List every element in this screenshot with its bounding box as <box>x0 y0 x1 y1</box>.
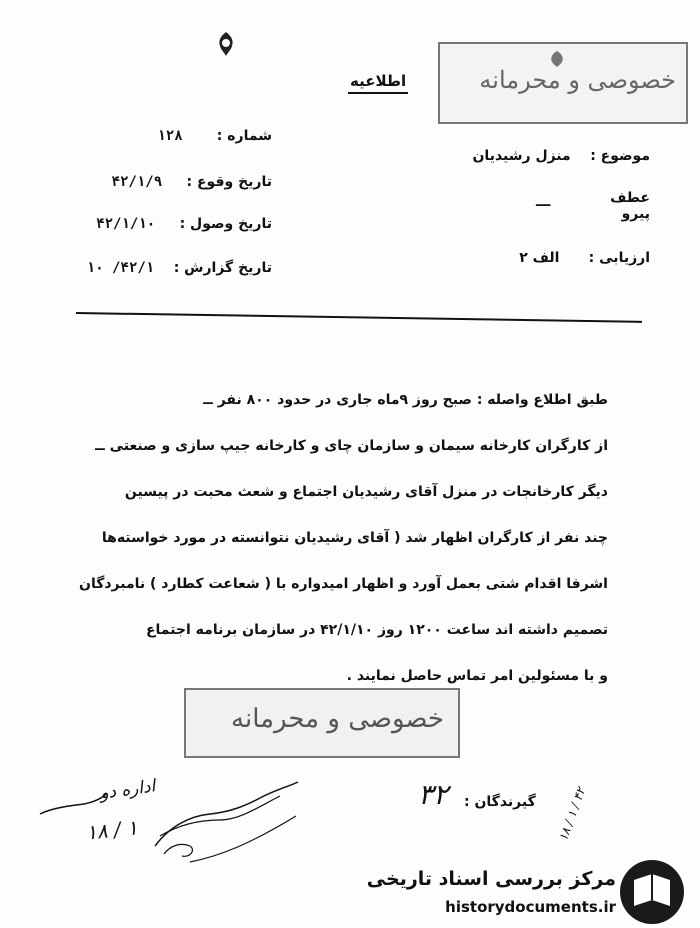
confidential-stamp-top <box>438 42 688 124</box>
body-line: طبق اطلاع واصله : صبح روز ۹ماه جاری در حدود ۸۰۰ نفر ــ <box>203 392 608 408</box>
body-line: از کارگران کارخانه سیمان و سازمان چای و کارخانه جیپ سازی و صنعتی ــ <box>95 438 608 454</box>
header-divider <box>76 312 642 323</box>
archive-logo-icon <box>618 858 686 926</box>
handwritten-date: ۱۸ / ۱ / ۴۲ <box>556 785 589 843</box>
signature-icon <box>150 776 300 866</box>
stamp-bottom-text: خصوصی و محرمانه <box>231 704 444 734</box>
subject-row <box>472 148 650 164</box>
number-value: ۱۲۸ <box>157 128 183 144</box>
crest-emblem-icon <box>212 30 240 58</box>
event-date-value: ۴۲/۱/۹ <box>111 174 163 190</box>
handwritten-note-left: اداره دو <box>98 776 157 804</box>
event-date-label: تاریخ وقوع : <box>186 174 272 190</box>
reference-row <box>610 190 650 222</box>
receipt-date-value: ۴۲/۱/۱۰ <box>96 216 156 232</box>
body-line: دیگر کارخانجات در منزل آقای رشیدیان اجتماع و شعث محبت در پیسین <box>124 484 608 500</box>
evaluation-label: ارزیابی : <box>588 250 650 266</box>
event-date-row <box>112 174 272 190</box>
followup-label: پیرو <box>621 206 650 222</box>
number-row <box>157 128 272 144</box>
report-date-value: ۴۲/۱/ ۱۰ <box>86 260 155 276</box>
body-line: تصمیم داشته اند ساعت ۱۲۰۰ روز ۴۲/۱/۱۰ در سازمان برنامه اجتماع <box>145 622 608 638</box>
subject-label: موضوع : <box>590 148 650 164</box>
handwritten-number-left: ۱۸ / ۱ <box>84 815 139 845</box>
receipt-date-label: تاریخ وصول : <box>179 216 272 232</box>
recipients-label: گیرندگان : <box>464 794 536 810</box>
handwritten-number-right: ۳۲ <box>418 778 449 811</box>
evaluation-row <box>519 250 650 266</box>
stamp-top-text: خصوصی و محرمانه <box>479 66 676 94</box>
report-date-row <box>87 260 272 276</box>
body-line: چند نفر از کارگران اظهار شد ( آقای رشیدیان نتوانسته در مورد خواسته‌ها <box>101 530 608 546</box>
handwritten-flourish-icon <box>38 790 108 820</box>
footer-url[interactable]: historydocuments.ir <box>445 898 616 916</box>
evaluation-value: الف ۲ <box>519 250 560 266</box>
reference-value: ـــ <box>536 194 551 210</box>
document-type-label: اطلاعیه <box>348 72 408 94</box>
confidential-stamp-bottom <box>184 688 460 758</box>
reference-label: عطف <box>610 190 650 206</box>
number-label: شماره : <box>216 128 272 144</box>
footer-title: مرکز بررسی اسناد تاریخی <box>366 868 616 890</box>
receipt-date-row <box>96 216 272 232</box>
body-line: و با مسئولین امر تماس حاصل نمایند . <box>346 668 608 684</box>
body-line: اشرفا اقدام شتی بعمل آورد و اظهار امیدواره با ( شعاعت کطارد ) نامبردگان <box>79 576 608 592</box>
report-date-label: تاریخ گزارش : <box>173 260 272 276</box>
subject-value: منزل رشیدیان <box>472 148 571 164</box>
